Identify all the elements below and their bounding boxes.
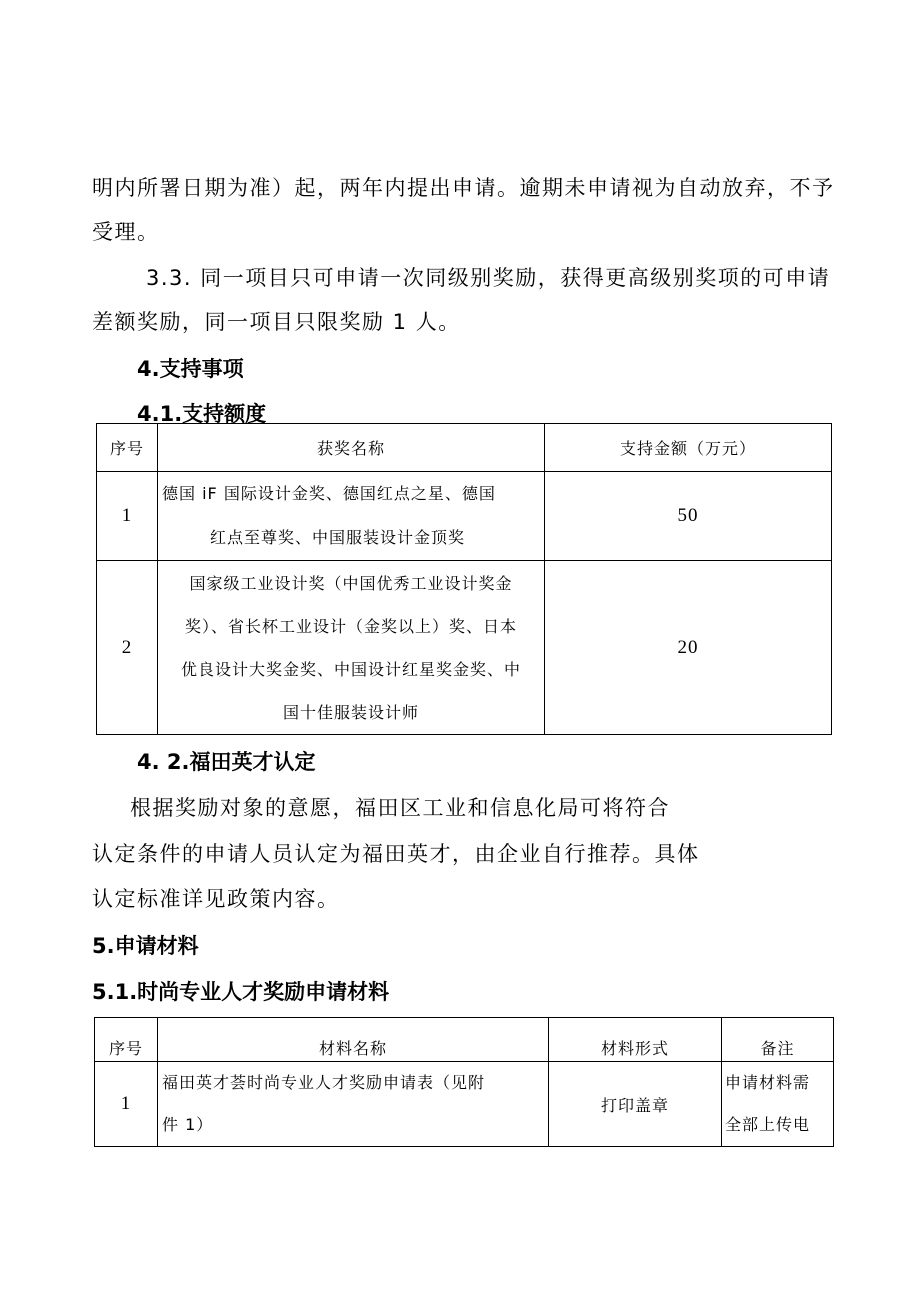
body-line-1: 明内所署日期为准）起，两年内提出申请。逾期未申请视为自动放弃，不予 <box>92 176 835 200</box>
award-name-line: 红点至尊奖、中国服装设计金顶奖 <box>210 528 466 547</box>
support-amount-table <box>96 423 832 735</box>
header-note: 备注 <box>722 1018 834 1062</box>
header-no: 序号 <box>97 424 158 472</box>
row-no: 1 <box>95 1062 158 1147</box>
row-amount: 50 <box>545 472 832 561</box>
header-no: 序号 <box>95 1018 158 1062</box>
row-amount: 20 <box>545 561 832 735</box>
materials-table <box>94 1017 834 1147</box>
header-material-name: 材料名称 <box>158 1018 549 1062</box>
table-header-row <box>97 424 832 472</box>
para-4-2-line-3: 认定标准详见政策内容。 <box>92 887 340 911</box>
table-header-row <box>95 1018 834 1062</box>
row-note <box>722 1062 834 1147</box>
award-name-line: 优良设计大奖金奖、中国设计红星奖金奖、中 <box>180 659 521 679</box>
table-row <box>97 561 832 735</box>
row-material-form: 打印盖章 <box>549 1062 722 1147</box>
body-line-4: 差额奖励，同一项目只限奖励 1 人。 <box>92 310 461 334</box>
body-line-3: 3.3. 同一项目只可申请一次同级别奖励，获得更高级别奖项的可申请 <box>146 266 831 290</box>
row-no: 1 <box>97 472 158 561</box>
header-award-name: 获奖名称 <box>158 424 545 472</box>
award-name-line: 奖）、省长杯工业设计（金奖以上）奖、日本 <box>184 616 517 636</box>
note-line: 全部上传电 <box>725 1115 811 1134</box>
heading-4: 4.支持事项 <box>137 357 244 381</box>
table-row <box>95 1062 834 1147</box>
heading-4-1: 4.1.支持额度 <box>137 402 267 426</box>
row-award-name <box>158 472 545 561</box>
row-no: 2 <box>97 561 158 735</box>
para-4-2-line-1: 根据奖励对象的意愿，福田区工业和信息化局可将符合 <box>130 796 670 820</box>
body-line-2: 受理。 <box>92 220 160 244</box>
heading-5: 5.申请材料 <box>92 934 199 958</box>
row-material-name <box>158 1062 549 1147</box>
heading-4-2: 4. 2.福田英才认定 <box>137 750 316 774</box>
header-material-form: 材料形式 <box>549 1018 722 1062</box>
material-name-line: 福田英才荟时尚专业人才奖励申请表（见附 <box>162 1073 486 1092</box>
award-name-line: 国家级工业设计奖（中国优秀工业设计奖金 <box>189 573 513 593</box>
award-name-line: 德国 iF 国际设计金奖、德国红点之星、德国 <box>162 484 496 503</box>
award-name-line: 国十佳服装设计师 <box>282 702 419 722</box>
table-row <box>97 472 832 561</box>
material-name-line: 件 1） <box>162 1115 214 1134</box>
heading-5-1: 5.1.时尚专业人才奖励申请材料 <box>92 980 390 1004</box>
para-4-2-line-2: 认定条件的申请人员认定为福田英才，由企业自行推荐。具体 <box>92 842 700 866</box>
note-line: 申请材料需 <box>725 1073 811 1092</box>
header-amount: 支持金额（万元） <box>545 424 832 472</box>
row-award-name <box>158 561 545 735</box>
